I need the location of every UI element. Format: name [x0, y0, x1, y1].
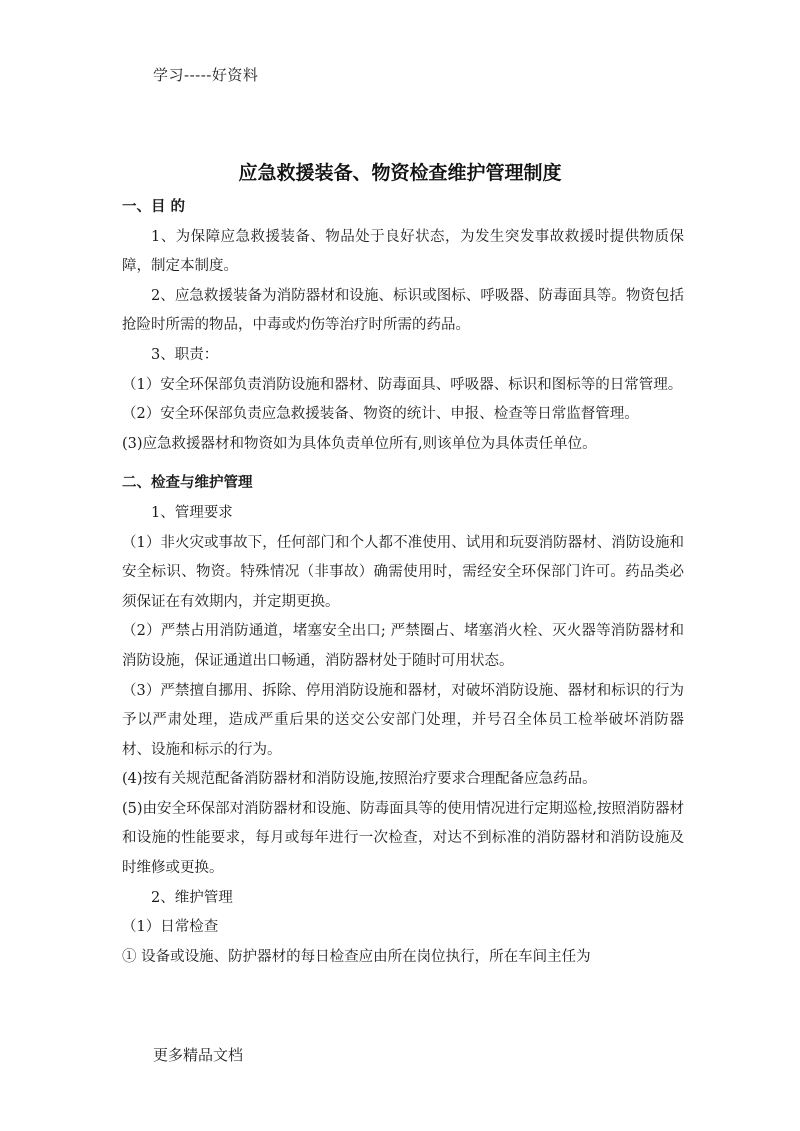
- paragraph: 2、应急救援装备为消防器材和设施、标识或图标、呼吸器、防毒面具等。物资包括抢险时所需的物品，中毒或灼伤等治疗时所需的药品。: [122, 287, 684, 334]
- document-title: 应急救援装备、物资检查维护管理制度: [238, 162, 562, 184]
- paragraph: （2）严禁占用消防通道，堵塞安全出口; 严禁圈占、堵塞消火栓、灭火器等消防器材和消防设施，保证通道出口畅通，消防器材处于随时可用状态。: [122, 623, 684, 669]
- section-heading-purpose: 一、目 的: [122, 199, 186, 215]
- paragraph: 3、职责：: [151, 346, 219, 363]
- paragraph: （1）非火灾或事故下，任何部门和个人都不准使用、试用和玩耍消防器材、消防设施和安全标识、物资。特殊情况（非事故）确需使用时，需经安全环保部门许可。药品类必须保证在有效期内，并定期更换。: [122, 534, 684, 610]
- paragraph: (4)按有关规范配备消防器材和消防设施,按照治疗要求合理配备应急药品。: [122, 771, 597, 788]
- paragraph: 1、管理要求: [151, 504, 233, 521]
- paragraph: 1、为保障应急救援装备、物品处于良好状态，为发生突发事故救援时提供物质保障，制定本制度。: [122, 228, 684, 275]
- page-header: 学习-----好资料: [153, 66, 259, 84]
- paragraph: 2、维护管理: [151, 889, 233, 906]
- section-heading-inspection: 二、检查与维护管理: [122, 475, 253, 492]
- paragraph: （2）安全环保部负责应急救援装备、物资的统计、申报、检查等日常监督管理。: [122, 406, 639, 423]
- paragraph: （3）严禁擅自挪用、拆除、停用消防设施和器材，对破坏消防设施、器材和标识的行为予以严肃处理，造成严重后果的送交公安部门处理，并号召全体员工检举破坏消防器材、设施和标示的行为。: [122, 682, 684, 758]
- paragraph: （1）安全环保部负责消防设施和器材、防毒面具、呼吸器、标识和图标等的日常管理。: [122, 376, 683, 393]
- paragraph: （1）日常检查: [122, 919, 219, 936]
- document-body: [122, 193, 684, 972]
- paragraph: (5)由安全环保部对消防器材和设施、防毒面具等的使用情况进行定期巡检,按照消防器材和设施的性能要求，每月或每年进行一次检查，对达不到标准的消防器材和消防设施及时维修或更换。: [122, 800, 684, 877]
- paragraph: (3)应急救援器材和物资如为具体负责单位所有,则该单位为具体责任单位。: [122, 435, 597, 452]
- paragraph: ① 设备或设施、防护器材的每日检查应由所在岗位执行，所在车间主任为: [122, 948, 591, 965]
- page-footer: 更多精品文档: [153, 1046, 244, 1064]
